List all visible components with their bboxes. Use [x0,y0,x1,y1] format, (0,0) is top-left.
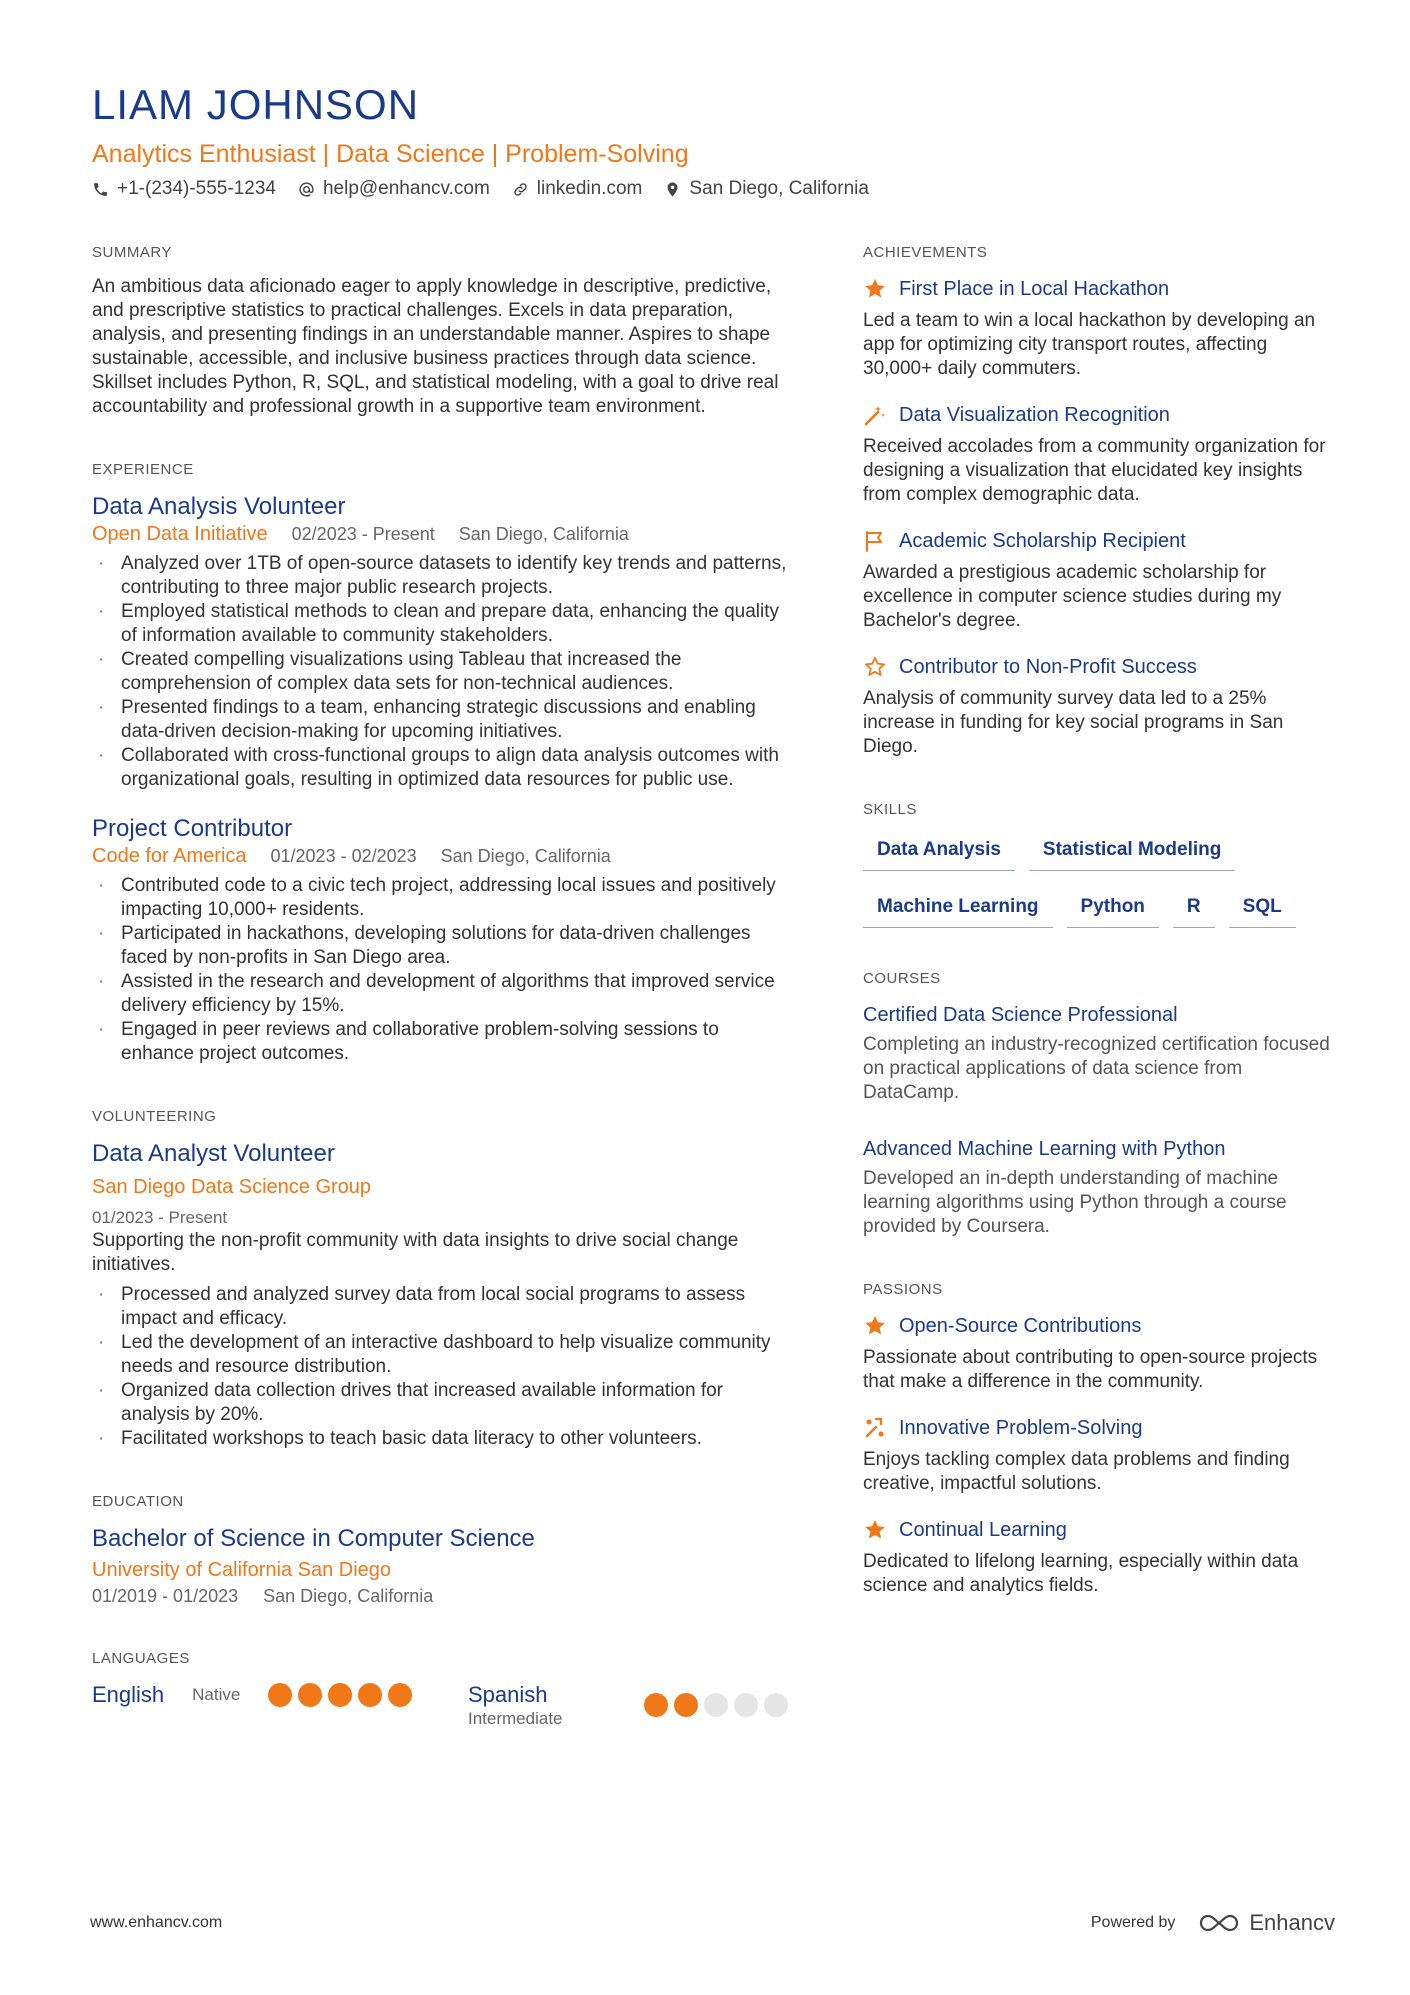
achievement-item [863,275,1333,381]
passion-desc: Dedicated to lifelong learning, especially within data science and analytics fields. [863,1551,1299,1596]
job-bullets [92,552,792,792]
passion-item [863,1312,1333,1394]
skill-tag: Data Analysis [863,832,1015,871]
skill-tag: Statistical Modeling [1029,832,1235,871]
contact-linkedin[interactable] [512,178,643,200]
summary-section [92,244,792,419]
right-column [863,244,1333,1640]
skills-list [863,832,1333,928]
rating-dot-filled [328,1683,352,1707]
passion-desc: Passionate about contributing to open-source projects that make a difference in the community. [863,1347,1318,1392]
bullet-item: · Facilitated workshops to teach basic data literacy to other volunteers. [92,1427,792,1451]
resume-footer [90,1910,1335,1936]
achievement-desc: Analysis of community survey data led to a 25% increase in funding for key social programs in San Diego. [863,688,1284,757]
star-filled-icon [863,1314,887,1338]
rating-dot-filled [644,1693,668,1717]
left-column [92,244,792,1771]
bullet-item: · Led the development of an interactive dashboard to help visualize community needs and resource distribution. [92,1331,792,1379]
achievement-head [863,275,1333,303]
phone-text: +1-(234)-555-1234 [117,178,276,199]
passion-head [863,1516,1333,1544]
education-section [92,1493,792,1608]
passion-head [863,1312,1333,1340]
passion-item [863,1414,1333,1496]
skill-tag: SQL [1229,889,1296,928]
volunteer-dates: 01/2023 - Present [92,1208,228,1227]
languages-section [92,1650,792,1729]
section-title-courses: COURSES [863,970,941,987]
education-degree: Bachelor of Science in Computer Science [92,1525,535,1552]
star-outline-icon [863,655,887,679]
job-meta [92,844,792,868]
language-level: Intermediate [468,1709,563,1728]
course-desc: Completing an industry-recognized certification focused on practical applications of data science from DataCamp. [863,1034,1330,1103]
bullet-item: · Contributed code to a civic tech project, addressing local issues and positively impacting 10,000+ residents. [92,874,792,922]
skill-tag: R [1173,889,1215,928]
achievement-title: Data Visualization Recognition [899,404,1170,426]
rating-dot-filled [388,1683,412,1707]
passion-desc: Enjoys tackling complex data problems and finding creative, impactful solutions. [863,1449,1290,1494]
achievement-item [863,653,1333,759]
puzzle-icon [863,1416,887,1440]
passion-title: Open-Source Contributions [899,1315,1142,1337]
achievement-title: Academic Scholarship Recipient [899,530,1186,552]
education-meta [92,1584,792,1608]
section-title-summary: SUMMARY [92,244,172,261]
volunteer-org: San Diego Data Science Group [92,1176,372,1198]
experience-section [92,461,792,1066]
section-title-education: EDUCATION [92,1493,184,1510]
bullet-item: · Participated in hackathons, developing solutions for data-driven challenges faced by non-profits in San Diego area. [92,922,792,970]
achievement-item [863,401,1333,507]
course-item [863,1001,1333,1105]
bullet-item: · Employed statistical methods to clean and prepare data, enhancing the quality of information available to community stakeholders. [92,600,792,648]
rating-dot-empty [764,1693,788,1717]
candidate-name: LIAM JOHNSON [92,81,420,128]
language-item-english [92,1681,468,1709]
achievement-head [863,401,1333,429]
course-title: Certified Data Science Professional [863,1004,1178,1026]
contact-email[interactable] [298,178,490,200]
rating-dot-filled [674,1693,698,1717]
course-desc: Developed an in-depth understanding of machine learning algorithms using Python through a course provided by Coursera. [863,1168,1287,1237]
bullet-item: · Presented findings to a team, enhancing strategic discussions and enabling data-driven decision-making for upcoming initiatives. [92,696,792,744]
language-name: English [92,1682,165,1707]
rating-dot-filled [358,1683,382,1707]
powered-by-label: Powered by [1090,1914,1176,1931]
rating-dot-filled [268,1683,292,1707]
languages-row [92,1681,792,1729]
achievement-desc: Led a team to win a local hackathon by developing an app for optimizing city transport routes, affecting 30,000+ daily commuters. [863,310,1316,379]
phone-icon [92,181,109,198]
achievement-desc: Received accolades from a community organization for designing a visualization that elucidated key insights from complex demographic data. [863,436,1326,505]
education-school: University of California San Diego [92,1559,392,1581]
education-dates: 01/2019 - 01/2023 [92,1586,239,1606]
magic-wand-icon [863,403,887,427]
language-rating [268,1683,412,1707]
achievement-title: Contributor to Non-Profit Success [899,656,1197,678]
bullet-item: · Created compelling visualizations using Tableau that increased the comprehension of complex data sets for non-technical audiences. [92,648,792,696]
powered-by [1091,1910,1335,1936]
passion-title: Innovative Problem-Solving [899,1417,1143,1439]
language-rating [644,1693,788,1717]
brand-logo[interactable] [1197,1910,1335,1936]
candidate-tagline: Analytics Enthusiast | Data Science | Problem-Solving [92,140,689,168]
language-name: Spanish [468,1682,548,1707]
job-meta [92,522,792,546]
skills-section [863,801,1333,928]
job-dates: 01/2023 - 02/2023 [270,846,417,866]
language-level: Native [192,1685,241,1704]
flag-icon [863,529,887,553]
resume-header [92,80,1332,200]
bullet-item: · Processed and analyzed survey data from local social programs to assess impact and efficacy. [92,1283,792,1331]
job-bullets [92,874,792,1066]
achievement-head [863,527,1333,555]
volunteering-section [92,1108,792,1451]
achievements-section [863,244,1333,759]
section-title-experience: EXPERIENCE [92,461,194,478]
passion-title: Continual Learning [899,1519,1067,1541]
volunteer-bullets [92,1283,792,1451]
education-location: San Diego, California [263,1586,434,1606]
achievement-item [863,527,1333,633]
volunteer-role: Data Analyst Volunteer [92,1140,335,1167]
course-title: Advanced Machine Learning with Python [863,1138,1226,1160]
job-location: San Diego, California [458,524,629,544]
achievement-title: First Place in Local Hackathon [899,278,1170,300]
bullet-item: · Collaborated with cross-functional groups to align data analysis outcomes with organizational goals, resulting in optimized data resources for public use. [92,744,792,792]
job-location: San Diego, California [440,846,611,866]
section-title-volunteering: VOLUNTEERING [92,1108,217,1125]
at-icon [298,181,315,198]
job-org: Code for America [92,845,247,867]
passions-section [863,1281,1333,1598]
language-item-spanish [468,1681,788,1729]
bullet-item: · Engaged in peer reviews and collaborative problem-solving sessions to enhance project outcomes. [92,1018,792,1066]
contact-phone [92,178,276,200]
contact-location [664,178,869,200]
summary-text: An ambitious data aficionado eager to apply knowledge in descriptive, predictive, and prescriptive statistics to practical challenges. Excels in data preparation, analysis, and presenting findings in an understandable manner. Aspires to shape sustainable, accessible, and inclusive business practices through data science. Skillset includes Python, R, SQL, and statistical modeling, with a goal to drive real accountability and professional growth in a supportive team environment. [92,276,779,417]
job-role: Project Contributor [92,815,293,842]
email-text[interactable]: help@enhancv.com [322,178,490,199]
star-filled-icon [863,277,887,301]
brand-name: Enhancv [1249,1910,1335,1935]
passion-item [863,1516,1333,1598]
contact-row [92,178,1332,200]
section-title-languages: LANGUAGES [92,1650,190,1667]
job-role: Data Analysis Volunteer [92,493,346,520]
rating-dot-empty [734,1693,758,1717]
star-filled-icon [863,1518,887,1542]
skill-tag: Machine Learning [863,889,1053,928]
section-title-passions: PASSIONS [863,1281,943,1298]
language-text-block [468,1681,563,1729]
location-pin-icon [664,181,681,198]
section-title-skills: SKILLS [863,801,917,818]
skill-tag: Python [1067,889,1159,928]
achievement-head [863,653,1333,681]
footer-url[interactable]: www.enhancv.com [90,1914,223,1931]
infinity-logo-icon [1197,1911,1241,1935]
rating-dot-filled [298,1683,322,1707]
job-dates: 02/2023 - Present [291,524,435,544]
bullet-item: · Analyzed over 1TB of open-source datasets to identify key trends and patterns, contributing to three major public research projects. [92,552,792,600]
passion-head [863,1414,1333,1442]
experience-item [92,492,792,792]
section-title-achievements: ACHIEVEMENTS [863,244,988,261]
job-org: Open Data Initiative [92,523,268,545]
linkedin-text[interactable]: linkedin.com [536,178,643,199]
bullet-item: · Assisted in the research and development of algorithms that improved service delivery efficiency by 15%. [92,970,792,1018]
experience-item [92,814,792,1066]
bullet-item: · Organized data collection drives that increased available information for analysis by 20%. [92,1379,792,1427]
volunteer-description: Supporting the non-profit community with data insights to drive social change initiatives. [92,1230,739,1275]
achievement-desc: Awarded a prestigious academic scholarship for excellence in computer science studies during my Bachelor's degree. [863,562,1282,631]
course-item [863,1135,1333,1239]
location-text: San Diego, California [689,178,869,199]
rating-dot-empty [704,1693,728,1717]
courses-section [863,970,1333,1239]
link-icon [512,181,529,198]
